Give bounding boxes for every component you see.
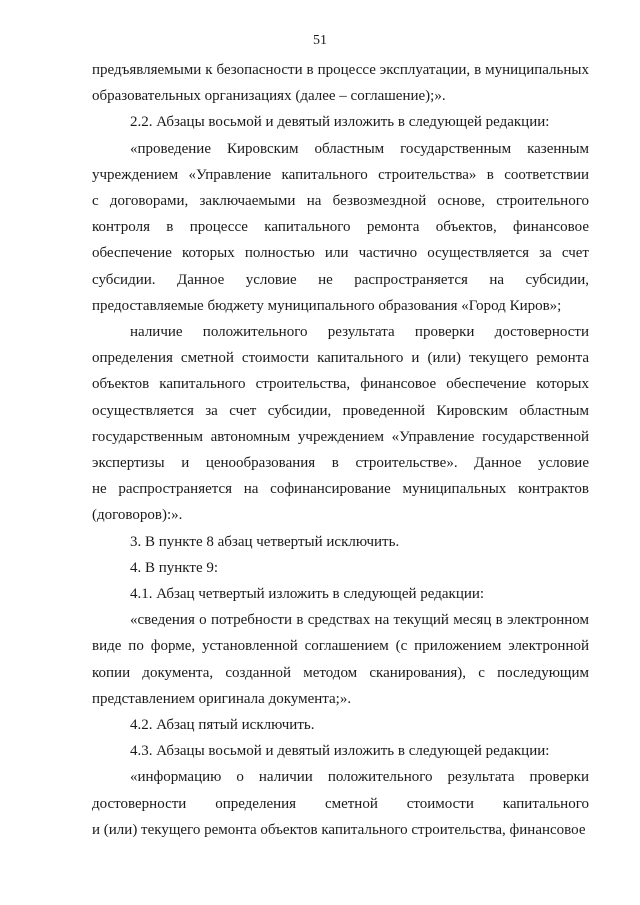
- text-line: 4.2. Абзац пятый исключить.: [130, 717, 315, 734]
- text-line: виде по форме, установленной соглашением (с приложением электронной: [92, 638, 589, 655]
- text-line: 4.1. Абзац четвертый изложить в следующей редакции:: [130, 586, 485, 603]
- text-line: осуществляется за счет субсидии, проведенной Кировским областным: [92, 402, 589, 419]
- text-line: (договоров):».: [92, 507, 183, 524]
- text-line: обеспечение которых полностью или частично осуществляется за счет: [92, 245, 589, 262]
- document-body: [92, 57, 589, 843]
- text-line: копии документа, созданной методом сканирования), с последующим: [92, 664, 589, 681]
- text-line: субсидии. Данное условие не распространяется на субсидии,: [92, 271, 589, 288]
- text-line: экспертизы и ценообразования в строительстве». Данное условие: [92, 455, 589, 472]
- text-line: предъявляемыми к безопасности в процессе эксплуатации, в муниципальных: [92, 62, 589, 78]
- text-line: «информацию о наличии положительного результата проверки: [130, 769, 589, 786]
- text-line: достоверности определения сметной стоимости капитального: [92, 795, 589, 812]
- text-line: не распространяется на софинансирование муниципальных контрактов: [92, 481, 589, 498]
- text-line: 2.2. Абзацы восьмой и девятый изложить в следующей редакции:: [130, 114, 550, 131]
- text-line: контроля в процессе капитального ремонта объектов, финансовое: [92, 219, 589, 236]
- text-line: образовательных организациях (далее – соглашение);».: [92, 88, 446, 105]
- text-line: представлением оригинала документа;».: [92, 690, 352, 707]
- page-number: 51: [313, 33, 327, 48]
- text-line: государственным автономным учреждением «Управление государственной: [92, 428, 589, 445]
- text-line: 4.3. Абзацы восьмой и девятый изложить в следующей редакции:: [130, 743, 550, 760]
- text-line: объектов капитального строительства, финансовое обеспечение которых: [92, 376, 589, 393]
- text-line: и (или) текущего ремонта объектов капитального строительства, финансовое: [92, 821, 586, 838]
- text-line: учреждением «Управление капитального строительства» в соответствии: [92, 166, 589, 183]
- text-line: с договорами, заключаемыми на безвозмездной основе, строительного: [92, 193, 589, 210]
- text-line: определения сметной стоимости капитального и (или) текущего ремонта: [92, 350, 589, 367]
- text-line: 4. В пункте 9:: [130, 559, 219, 576]
- text-line: предоставляемые бюджету муниципального образования «Город Киров»;: [92, 297, 562, 314]
- text-line: «проведение Кировским областным государственным казенным: [130, 140, 589, 157]
- text-line: наличие положительного результата проверки достоверности: [130, 324, 589, 341]
- text-line: «сведения о потребности в средствах на текущий месяц в электронном: [130, 612, 589, 629]
- text-line: 3. В пункте 8 абзац четвертый исключить.: [130, 533, 400, 550]
